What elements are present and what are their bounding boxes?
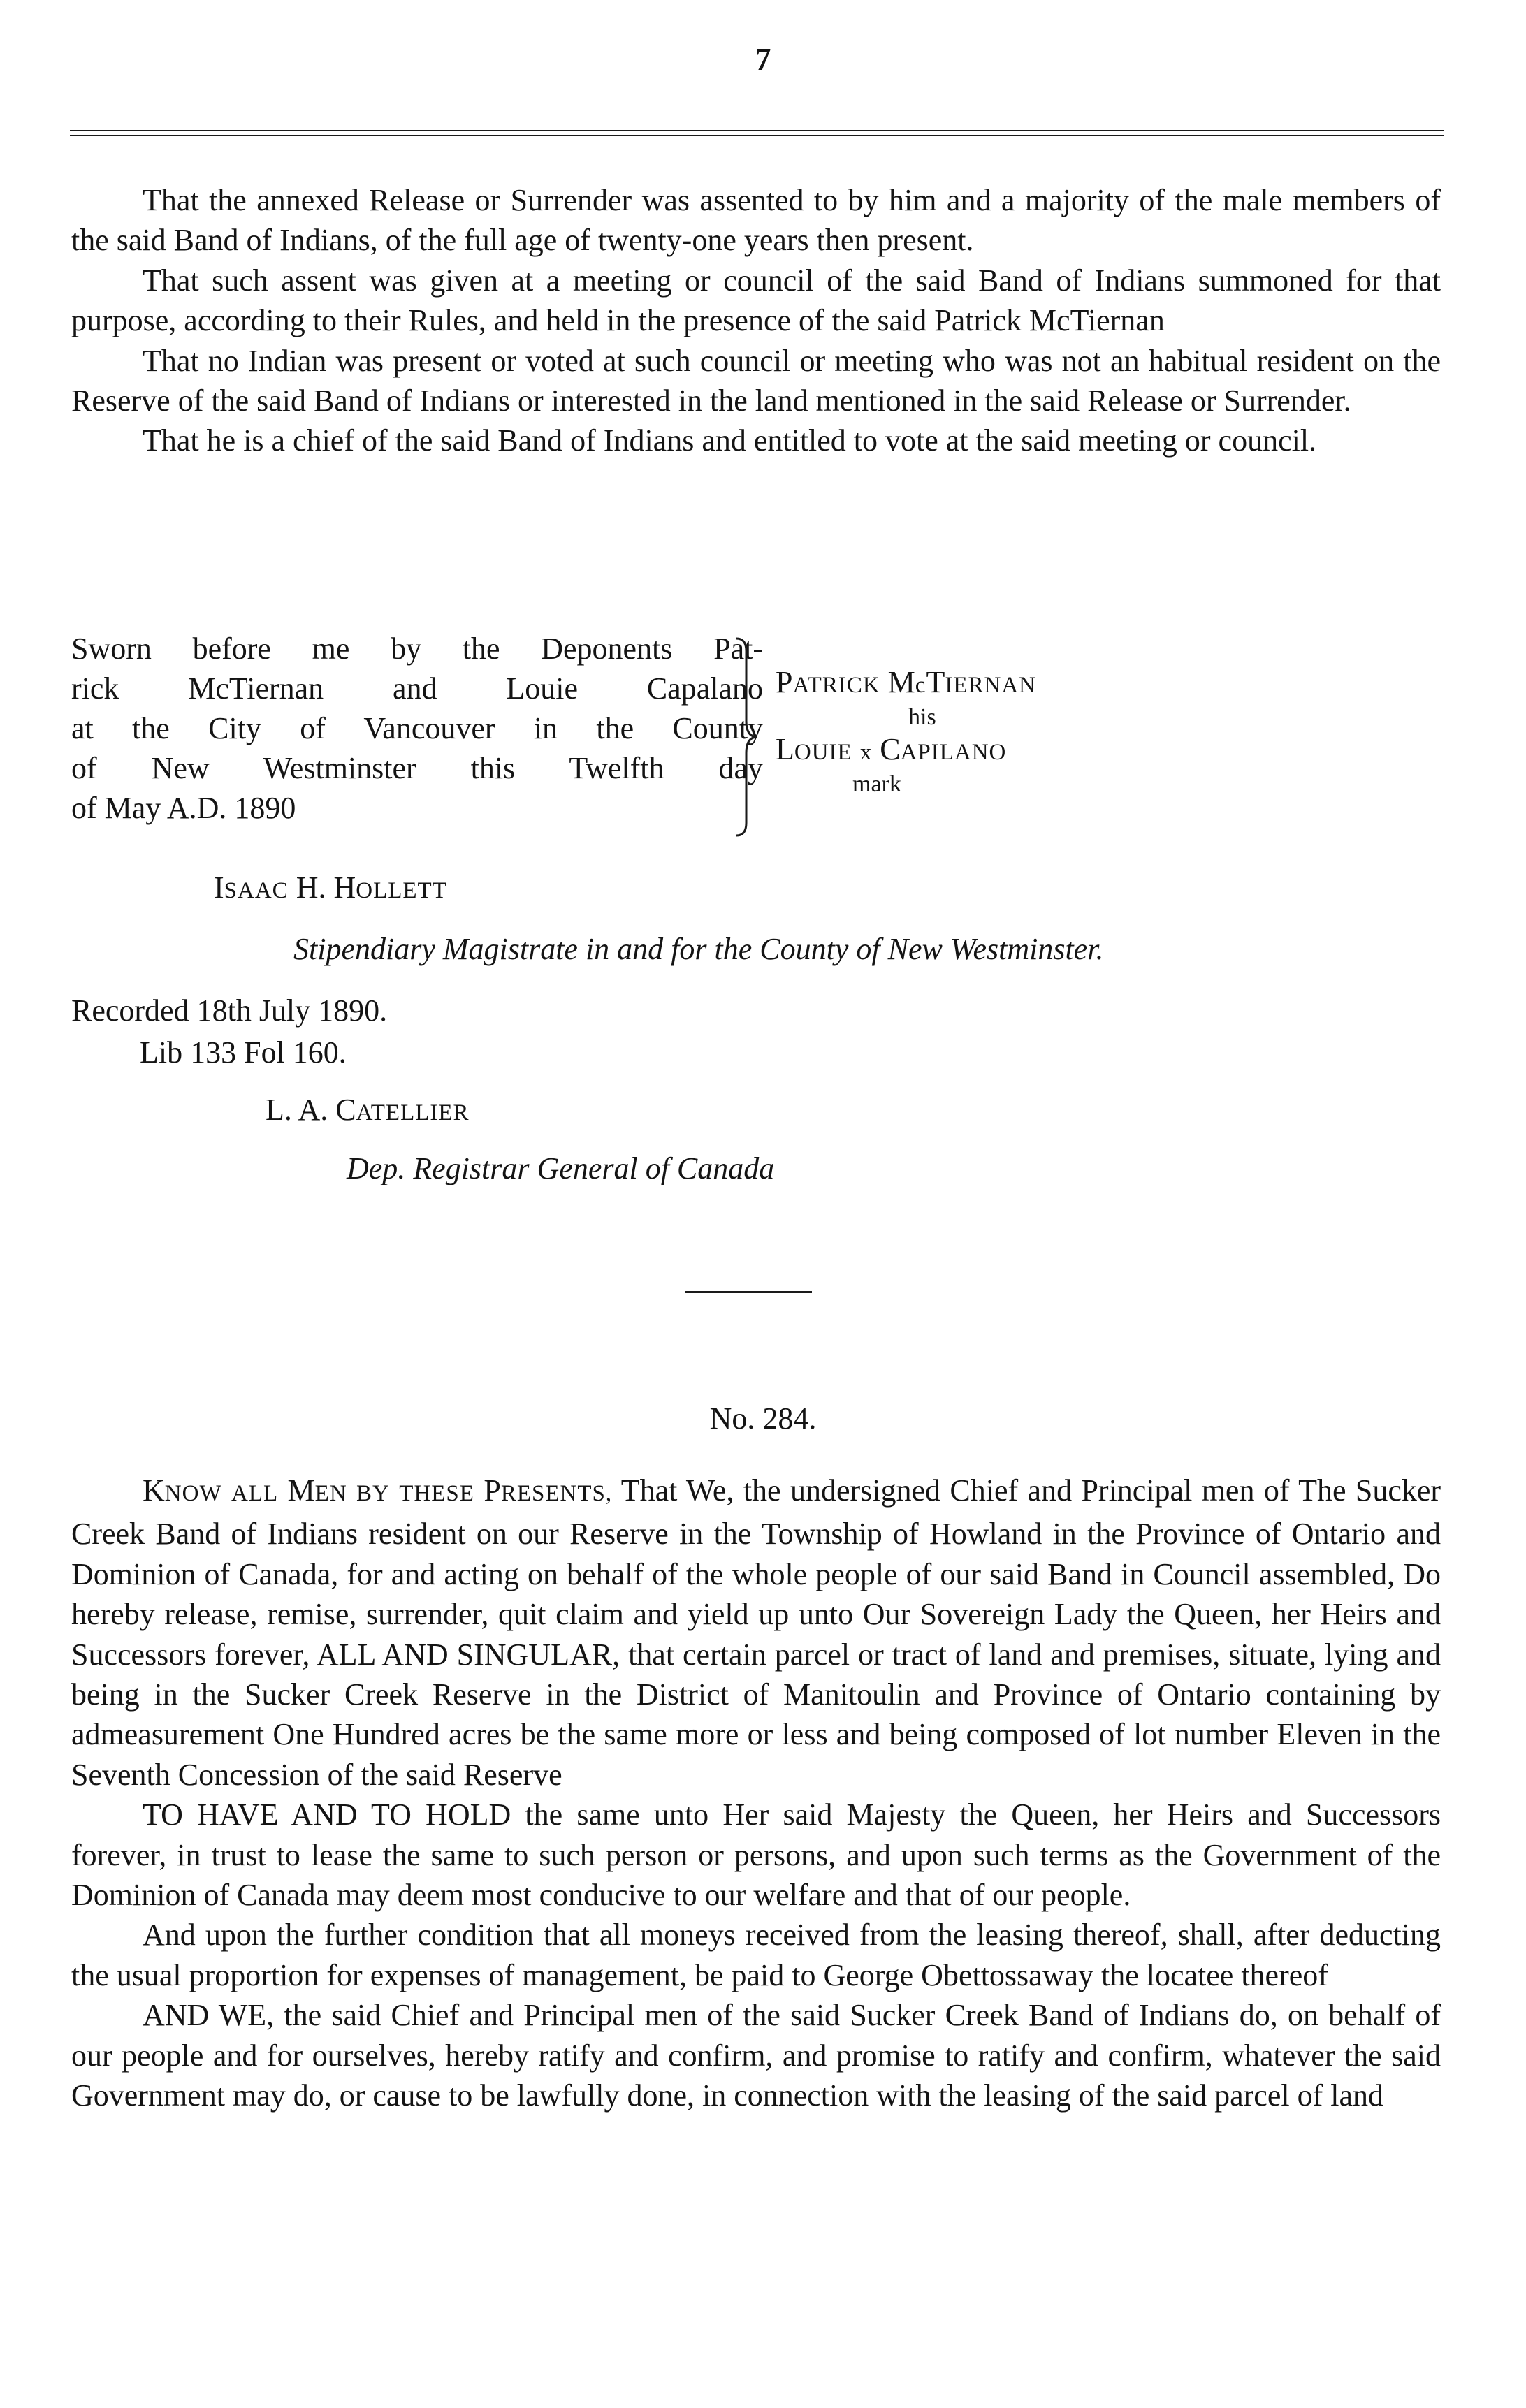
signatories [776,664,1167,798]
surrender-paragraph: And upon the further condition that all moneys received from the leasing thereof, shall, after deducting the usual proportion for expenses of management, be paid to George Obettossaway the locatee thereof [71,1918,1441,1992]
jurat-line: rick McTiernan and Louie Capalano [71,671,763,706]
surrender-text [71,1471,1441,2116]
header-double-rule [70,130,1444,136]
registrar-title: Dep. Registrar General of Canada [347,1151,775,1185]
jurat-line: at the City of Vancouver in the County [71,711,763,745]
page-number: 7 [755,41,771,77]
surrender-paragraph: TO HAVE AND TO HOLD the same unto Her said Majesty the Queen, her Heirs and Successors forever, in trust to lease the same to such person or persons, and upon such terms as the Government of the Dominion of Canada may deem most conducive to our welfare and that of our people. [71,1797,1441,1913]
surrender-paragraph: AND WE, the said Chief and Principal men of the said Sucker Creek Band of Indians do, on behalf of our people and for ourselves, hereby ratify and confirm, and promise to ratify and confirm, whatever the said Government may do, or cause to be lawfully done, in connection with the leasing of the said parcel of land [71,1998,1441,2113]
section-divider [685,1291,812,1293]
affidavit-paragraph: That no Indian was present or voted at such council or meeting who was not an habitual resident on the Reserve of the said Band of Indians or interested in the land mentioned in the said Release or Surrender. [71,343,1441,418]
surrender-paragraph: KNOW ALL MEN BY THESE PRESENTS, That We, the undersigned Chief and Principal men of The Sucker Creek Band of Indians resident on our Reserve in the Township of Howland in the Province of Ontario and Dominion of Canada, for and acting on behalf of the whole people of our said Band in Council assembled, Do hereby release, remise, surrender, quit claim and yield up unto Our Sovereign Lady the Queen, her Heirs and Successors forever, ALL AND SINGULAR, that certain parcel or tract of land and premises, situate, lying and being in the Sucker Creek Reserve in the District of Manitoulin and Province of Ontario containing by admeasurement One Hundred acres be the same more or less and being composed of lot number Eleven in the Seventh Concession of the said Reserve [71,1473,1441,1792]
jurat-line: of New Westminster this Twelfth day [71,751,763,785]
magistrate-name: ISAAC H. HOLLETT [214,870,447,905]
registrar-name: L. A. CATELLIER [266,1093,470,1127]
jurat [71,629,763,828]
brace-icon [731,636,773,838]
signer-his-label: his [908,704,936,730]
signer-mark-label: mark [852,771,901,797]
signer-mctiernan: PATRICK McTIERNAN [776,665,1036,699]
affidavit-paragraph: That such assent was given at a meeting or council of the said Band of Indians summoned for that purpose, according to their Rules, and held in the presence of the said Patrick McTiernan [71,263,1441,338]
jurat-line: of May A.D. 1890 [71,791,296,825]
jurat-line: Sworn before me by the Deponents Pat- [71,632,763,666]
signer-capilano: LOUIE x CAPILANO [776,732,1007,766]
recorded-date: Recorded 18th July 1890. [71,993,388,1028]
affidavit-paragraph: That he is a chief of the said Band of Indians and entitled to vote at the said meeting or council. [143,423,1317,458]
document-number: No. 284. [709,1401,817,1436]
lib-folio: Lib 133 Fol 160. [140,1035,347,1070]
magistrate-title: Stipendiary Magistrate in and for the County of New Westminster. [293,932,1104,966]
affidavit-text [71,180,1441,461]
affidavit-paragraph: That the annexed Release or Surrender was assented to by him and a majority of the male members of the said Band of Indians, of the full age of twenty-one years then present. [71,183,1441,258]
